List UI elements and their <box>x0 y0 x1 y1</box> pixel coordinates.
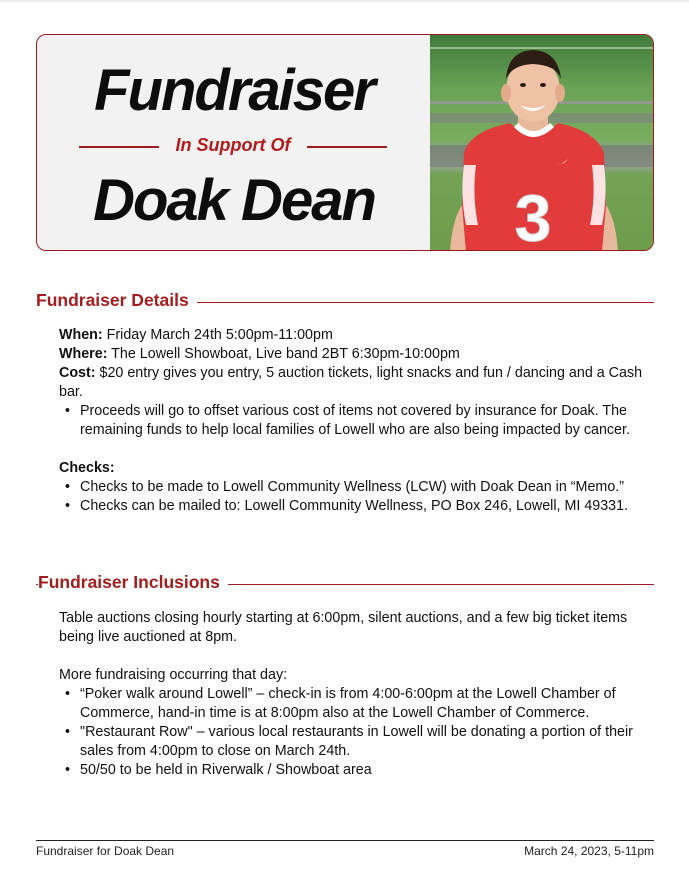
inclusions-intro: Table auctions closing hourly starting at 6:00pm, silent auctions, and a few big ticket items being live auctioned at 8pm. <box>59 610 628 645</box>
cost-value: $20 entry gives you entry, 5 auction tickets, light snacks and fun / dancing and a Cash bar. <box>59 365 643 400</box>
footer-rule <box>36 840 654 841</box>
when-label: When: <box>59 327 103 343</box>
athlete-portrait-image <box>430 35 654 251</box>
where-line <box>59 345 649 364</box>
title-block <box>37 35 431 250</box>
inclusions-list <box>59 685 639 780</box>
when-line <box>59 326 649 345</box>
checks-list <box>59 478 649 516</box>
support-rule-right <box>307 146 387 148</box>
list-item: • Proceeds will go to offset various cost of items not covered by insurance for Doak. The remaining funds to help local families of Lowell who are also being impacted by cancer. <box>59 402 649 440</box>
when-value: Friday March 24th 5:00pm-11:00pm <box>102 327 333 343</box>
details-body <box>59 326 649 516</box>
where-label: Where: <box>59 346 108 362</box>
footer-right-text: March 24, 2023, 5-11pm <box>524 844 654 858</box>
header-banner <box>36 34 654 251</box>
list-item: • Checks can be mailed to: Lowell Community Wellness, PO Box 246, Lowell, MI 49331. <box>59 497 649 516</box>
list-item: • "Restaurant Row" – various local restaurants in Lowell will be donating a portion of their sales from 4:00pm to close on March 24th. <box>59 723 639 761</box>
spacer <box>59 647 639 666</box>
athlete-photo-illustration <box>430 35 654 251</box>
proceeds-list <box>59 402 649 440</box>
where-value: The Lowell Showboat, Live band 2BT 6:30pm-10:00pm <box>107 346 460 362</box>
more-fundraising-label: More fundraising occurring that day: <box>59 667 288 683</box>
checks-label: Checks: <box>59 460 115 476</box>
footer-left-text: Fundraiser for Doak Dean <box>36 844 175 858</box>
title-name: Doak Dean <box>93 168 375 233</box>
section-fundraiser-inclusions <box>36 572 654 596</box>
cost-line <box>59 364 649 402</box>
jersey-number: 3 <box>514 181 552 252</box>
cost-label: Cost: <box>59 365 96 381</box>
section-title: Fundraiser Details <box>36 290 197 311</box>
section-title: Fundraiser Inclusions <box>38 572 228 593</box>
support-text: In Support Of <box>175 135 291 155</box>
spacer <box>59 440 649 459</box>
support-row <box>79 135 387 159</box>
list-item: • “Poker walk around Lowell” – check-in is from 4:00-6:00pm at the Lowell Chamber of Commerce, hand-in time is at 8:00pm also at the Lowell Chamber of Commerce. <box>59 685 639 723</box>
top-shadow <box>0 0 689 4</box>
list-item: • 50/50 to be held in Riverwalk / Showboat area <box>59 761 639 780</box>
title-fundraiser: Fundraiser <box>94 58 374 123</box>
inclusions-body <box>59 609 639 780</box>
list-item: • Checks to be made to Lowell Community Wellness (LCW) with Doak Dean in “Memo.” <box>59 478 649 497</box>
section-fundraiser-details <box>36 290 654 314</box>
